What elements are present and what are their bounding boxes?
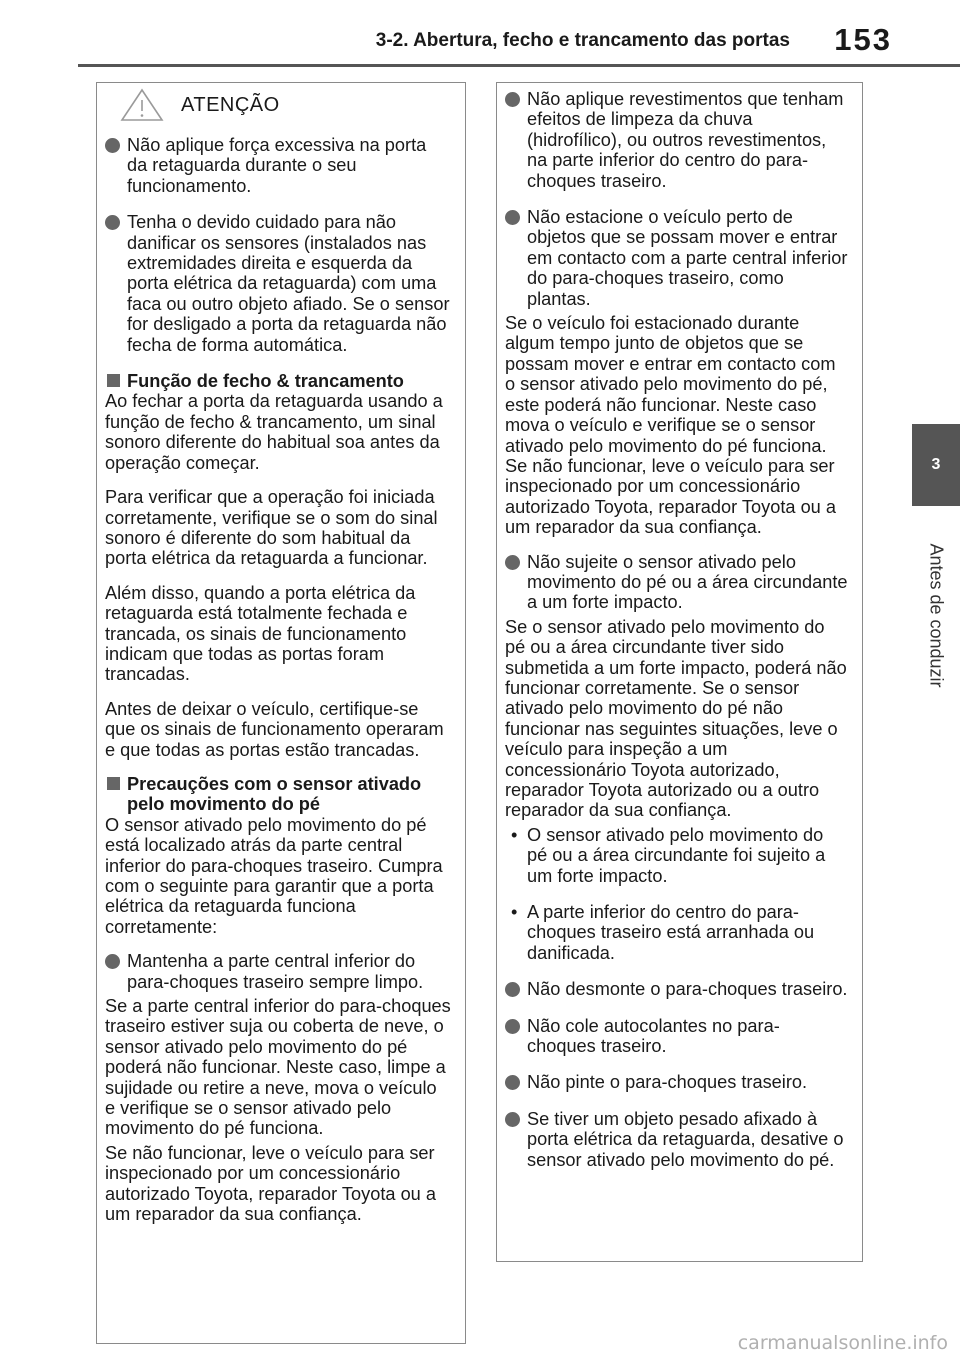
circle-bullet-icon	[105, 215, 120, 230]
list-item	[505, 979, 848, 999]
paragraph: Se não funcionar, leve o veículo para ser inspecionado por um concessionário autorizado Toyota, reparador Toyota ou a um reparador da sua confiança.	[105, 1142, 436, 1225]
list-item	[105, 951, 451, 992]
paragraph: Antes de deixar o veículo, certifique-se que os sinais de funcionamento operaram e que todas as portas estão trancadas.	[105, 698, 444, 760]
circle-bullet-icon	[105, 954, 120, 969]
list-item	[505, 89, 848, 191]
subsection-heading-text: Precauções com o sensor ativado pelo movimento do pé	[127, 773, 422, 815]
warning-box-left	[96, 82, 466, 1344]
square-bullet-icon	[107, 374, 120, 387]
list-item	[505, 552, 848, 613]
square-bullet-icon	[107, 777, 120, 790]
header-rule	[78, 64, 960, 67]
circle-bullet-icon	[505, 555, 520, 570]
list-item-text: Não aplique revestimentos que tenham efeitos de limpeza da chuva (hidrofílico), ou outros revestimentos, na parte inferior do centro do para-choques traseiro.	[527, 89, 844, 191]
list-item-text: Não estacione o veículo perto de objetos que se possam mover e entrar em contacto com a parte central inferior do para-choques traseiro, como plantas.	[527, 207, 848, 309]
paragraph: Para verificar que a operação foi iniciada corretamente, verifique se o som do sinal sonoro é diferente do som habitual da porta elétrica da retaguarda a funcionar.	[105, 487, 438, 569]
list-item	[505, 207, 848, 309]
section-title: 3-2. Abertura, fecho e trancamento das portas	[375, 30, 790, 51]
circle-bullet-icon	[105, 138, 120, 153]
paragraph: Se o veículo foi estacionado durante algum tempo junto de objetos que se possam mover e entrar em contacto com o sensor ativado pelo movimento do pé, este poderá não funcionar. Neste caso mova o veículo e verifique se o sensor ativado pelo movimento do pé funciona. Se não funcionar, leve o veículo para ser inspecionado por um concessionário autorizado Toyota, reparador Toyota ou a um reparador da sua confiança.	[505, 313, 836, 538]
list-item-text: Não desmonte o para-choques traseiro.	[527, 979, 848, 1000]
list-item	[505, 1109, 848, 1170]
warning-triangle-icon	[119, 87, 165, 123]
list-item-text: Não sujeite o sensor ativado pelo movimento do pé ou a área circundante a um forte impacto.	[527, 551, 848, 613]
chapter-tab	[912, 424, 960, 506]
list-item	[105, 135, 451, 196]
subsection-heading-text: Função de fecho & trancamento	[127, 371, 404, 392]
circle-bullet-icon	[505, 982, 520, 997]
warning-header	[105, 83, 451, 127]
paragraph: Se o sensor ativado pelo movimento do pé ou a área circundante tiver sido submetida a um forte impacto, poderá não funcionar corretamente. Se o sensor ativado pelo movimento do pé não funcionar nas seguintes situações, leve o veículo para inspeção a um concessionário Toyota autorizado, reparador Toyota autorizado ou a outro reparador da sua confiança.	[505, 616, 847, 821]
list-item	[105, 212, 451, 355]
circle-bullet-icon	[505, 92, 520, 107]
chapter-number: 3	[931, 456, 941, 473]
list-item-text: Não cole autocolantes no para-choques traseiro.	[527, 1015, 780, 1057]
list-item-text: Mantenha a parte central inferior do para-choques traseiro sempre limpo.	[127, 951, 424, 992]
list-item-text: Não pinte o para-choques traseiro.	[527, 1072, 808, 1093]
subsection-heading	[105, 371, 451, 391]
list-item-text: Não aplique força excessiva na porta da retaguarda durante o seu funcionamento.	[127, 135, 427, 196]
circle-bullet-icon	[505, 1019, 520, 1034]
list-item	[505, 825, 848, 886]
list-item-text: O sensor ativado pelo movimento do pé ou a área circundante foi sujeito a um forte impacto.	[527, 824, 826, 886]
bullet-mark: •	[511, 824, 518, 845]
paragraph: O sensor ativado pelo movimento do pé está localizado atrás da parte central inferior do para-choques traseiro. Cumpra com o seguinte para garantir que a porta elétrica da retaguarda funciona corretamente:	[105, 814, 443, 937]
chapter-label	[916, 520, 956, 710]
warning-title: ATENÇÃO	[181, 93, 280, 116]
watermark: carmanualsonline.info	[737, 1332, 948, 1354]
page-header	[0, 0, 960, 68]
circle-bullet-icon	[505, 1075, 520, 1090]
list-item	[505, 1072, 848, 1092]
list-item-text: A parte inferior do centro do para-choques traseiro está arranhada ou danificada.	[527, 902, 815, 963]
list-item	[505, 1016, 848, 1057]
warning-box-right	[496, 82, 863, 1262]
paragraph: Se a parte central inferior do para-choques traseiro estiver suja ou coberta de neve, o sensor ativado pelo movimento do pé poderá não funcionar. Neste caso, limpe a sujidade ou retire a neve, mova o veículo e verifique se o sensor ativado pelo movimento do pé funciona.	[105, 996, 451, 1139]
list-item-text: Tenha o devido cuidado para não danificar os sensores (instalados nas extremidades direita e esquerda da porta elétrica da retaguarda) com uma faca ou outro objeto afiado. Se o sensor for desligado a porta da retaguarda não fecha de forma automática.	[127, 212, 450, 355]
list-item-text: Se tiver um objeto pesado afixado à porta elétrica da retaguarda, desative o sensor ativado pelo movimento do pé.	[527, 1108, 844, 1170]
circle-bullet-icon	[505, 1112, 520, 1127]
paragraph: Além disso, quando a porta elétrica da retaguarda está totalmente fechada e trancada, os sinais de funcionamento indicam que todas as portas foram trancadas.	[105, 582, 416, 685]
list-item	[505, 902, 848, 963]
paragraph: Ao fechar a porta da retaguarda usando a função de fecho & trancamento, um sinal sonoro diferente do habitual soa antes da operação começar.	[105, 391, 443, 473]
bullet-mark: •	[511, 902, 518, 923]
chapter-label-text: Antes de conduzir	[926, 542, 947, 688]
subsection-heading	[105, 774, 451, 815]
circle-bullet-icon	[505, 210, 520, 225]
page-number: 153	[834, 22, 892, 57]
